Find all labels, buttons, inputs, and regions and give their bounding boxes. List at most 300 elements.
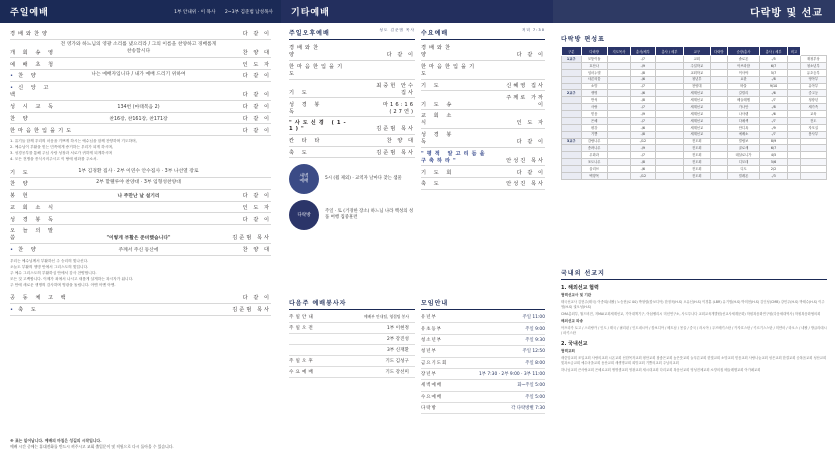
table-row xyxy=(562,152,827,159)
dawn-badge-line1: 새벽 xyxy=(299,173,309,179)
server-key: 주일오전 xyxy=(289,326,315,331)
table-group-cell xyxy=(562,124,582,131)
order-value: 찬 양 대 xyxy=(386,138,415,145)
guide-value: 주일 8:00 xyxy=(525,360,545,366)
table-cell: 기쁨 xyxy=(581,131,607,138)
table-cell: 전도회 xyxy=(684,138,710,145)
table-cell xyxy=(607,56,630,63)
sunday-order-list-1 xyxy=(10,28,271,316)
table-cell: 베들레헴 xyxy=(728,97,760,104)
table-cell xyxy=(800,172,826,179)
mission-sub2-title: 2. 국내선교 xyxy=(561,341,588,348)
table-cell xyxy=(710,117,728,124)
table-cell xyxy=(607,104,630,111)
table-cell xyxy=(800,145,826,152)
sunday-afternoon-block xyxy=(289,28,415,230)
table-row xyxy=(562,159,827,166)
table-cell: 샤론의꽃 xyxy=(581,76,607,83)
table-cell xyxy=(655,62,683,69)
table-cell xyxy=(800,166,826,173)
table-cell: 교회 xyxy=(684,56,710,63)
list-item xyxy=(421,392,545,403)
table-cell: 새가족 xyxy=(800,104,826,111)
table-cell xyxy=(655,56,683,63)
table-row xyxy=(562,83,827,90)
prayer-note: 1. 유기들 함께 우리의 마음을 기쁘게 하시는 예수님을 함께 찬양하며 기도하며, xyxy=(10,139,137,144)
table-cell: 골로새 xyxy=(728,145,760,152)
table-cell: 5/7 xyxy=(759,69,787,76)
order-row xyxy=(10,124,271,136)
table-group-cell xyxy=(562,131,582,138)
order-value: 다 같 이 xyxy=(242,73,271,80)
list-item xyxy=(421,380,545,391)
table-cell: 전도회 xyxy=(684,145,710,152)
order-row xyxy=(289,135,415,147)
order-value: 다 같 이 xyxy=(242,193,271,200)
table-cell xyxy=(800,138,826,145)
other-services-title: 기타예배 xyxy=(291,8,330,18)
col-header: 지도목사 xyxy=(607,47,630,56)
table-cell xyxy=(710,69,728,76)
order-row xyxy=(421,91,545,110)
table-cell: 5/6 xyxy=(759,159,787,166)
guide-value: 주일 9:30 xyxy=(525,337,545,343)
col-header: 총사 / 세부 xyxy=(759,47,787,56)
order-value: 김준범 목사 xyxy=(376,126,415,133)
order-row xyxy=(289,147,415,159)
table-row xyxy=(562,138,827,145)
table-cell xyxy=(607,111,630,118)
table-cell: -/7 xyxy=(630,83,655,90)
table-cell xyxy=(710,138,728,145)
table-cell: -/8 xyxy=(630,97,655,104)
next-week-title: 다음주 예배봉사자 xyxy=(289,298,415,310)
order-row xyxy=(289,117,415,135)
footnote-line-1: ※ 표는 일어납니다. 예배의 마침은 성길의 시작입니다. xyxy=(10,437,102,443)
order-value: 주께로 가까이 xyxy=(506,94,545,108)
table-cell: -/8 xyxy=(630,159,655,166)
order-label: 축 도 xyxy=(421,181,442,188)
order-label: 칸 타 타 xyxy=(289,138,323,145)
order-value: 김준범 목사 xyxy=(376,149,415,156)
table-cell: -/3 xyxy=(759,172,787,179)
table-cell: 유아부 xyxy=(800,83,826,90)
mission-s1-heading2: 해외선교 파송 xyxy=(561,318,584,323)
table-cell: 세계선교 xyxy=(684,111,710,118)
table-cell: 이사야 xyxy=(728,69,760,76)
order-value: 다 같 이 xyxy=(242,115,271,122)
guide-key: 청소년부 xyxy=(421,337,442,343)
table-cell: -/12 xyxy=(630,138,655,145)
table-row xyxy=(562,90,827,97)
mission-title: 국내외 선교지 xyxy=(561,268,827,280)
order-value: 다 같 이 xyxy=(516,139,545,146)
mission-s2-heading: 협력교회 xyxy=(561,348,575,353)
order-row xyxy=(421,42,545,61)
order-row xyxy=(10,178,271,190)
table-cell: -/6 xyxy=(630,76,655,83)
order-row xyxy=(10,304,271,316)
table-cell: 유초등부 xyxy=(800,69,826,76)
guide-value: 화~주일 5:00 xyxy=(517,383,545,389)
table-cell xyxy=(710,124,728,131)
prayer-notes xyxy=(10,136,271,166)
list-item xyxy=(421,335,545,346)
table-cell xyxy=(655,104,683,111)
table-cell: 아브라함 xyxy=(728,62,760,69)
order-value: 인 도 자 xyxy=(242,204,271,211)
table-group-cell xyxy=(562,97,582,104)
darakbang-table xyxy=(561,46,827,180)
table-cell xyxy=(800,159,826,166)
darakbang-badge-line1: 다락방 xyxy=(297,212,311,218)
table-cell xyxy=(710,145,728,152)
confession-note: 모든 것 고백합니다. 이제가 죄에서 나시고 새롭게 살게하는 복시자가 됩니다. xyxy=(10,276,134,281)
table-cell: 8/9 xyxy=(759,138,787,145)
table-cell: 전도회 xyxy=(684,159,710,166)
table-cell: 데살로니가 xyxy=(728,152,760,159)
order-value: 신혜영 집사 xyxy=(506,82,545,89)
order-row xyxy=(421,178,545,190)
table-cell: 영아부 xyxy=(800,76,826,83)
table-cell: 교회학교 xyxy=(684,69,710,76)
order-value: 찬 양 대 xyxy=(242,247,271,254)
table-cell xyxy=(607,76,630,83)
server-name: 2부 강진성 xyxy=(386,337,409,342)
table-cell: -/6 xyxy=(759,111,787,118)
table-cell xyxy=(710,97,728,104)
guide-key: 유초등부 xyxy=(421,326,442,332)
wednesday-subtitle: 저녁 7:30 xyxy=(521,28,545,32)
table-row xyxy=(562,76,827,83)
table-cell: 바울 xyxy=(728,83,760,90)
guide-key: 청년부 xyxy=(421,349,437,355)
table-cell: 생명 xyxy=(581,90,607,97)
table-cell: -/9 xyxy=(630,145,655,152)
order-row xyxy=(10,40,271,59)
table-cell: -/7 xyxy=(759,97,787,104)
col-header: 비고 xyxy=(788,47,800,56)
wednesday-service-block xyxy=(421,28,545,190)
table-group-cell xyxy=(562,62,582,69)
order-row xyxy=(289,80,415,99)
table-cell: 은혜 xyxy=(581,117,607,124)
table-cell: 백향목 xyxy=(581,172,607,179)
order-label: 찬 양 xyxy=(10,115,31,122)
table-cell xyxy=(710,172,728,179)
table-cell xyxy=(607,131,630,138)
order-mid: 주께서 주신 동산에 xyxy=(118,248,159,254)
table-cell xyxy=(788,62,800,69)
dawn-badge-line2: 예배 xyxy=(299,179,309,185)
table-cell: 임마누엘 xyxy=(581,69,607,76)
darakbang-header xyxy=(553,0,835,23)
table-row xyxy=(562,97,827,104)
table-cell xyxy=(607,152,630,159)
order-value: 다 같 이 xyxy=(242,31,271,38)
table-cell: 세계선교 xyxy=(684,117,710,124)
table-cell: -/8 xyxy=(759,76,787,83)
meeting-guide-list xyxy=(421,312,545,414)
table-cell: 포도나무 xyxy=(581,159,607,166)
table-cell xyxy=(788,83,800,90)
order-row xyxy=(10,58,271,70)
confession-note: 주 예수 그리스도의 부활하심 안에서 감사 찬양합니다. xyxy=(10,270,97,275)
guide-key: 다락방 xyxy=(421,406,437,412)
table-cell xyxy=(655,138,683,145)
table-cell: 6/7 xyxy=(759,145,787,152)
table-cell: 청소년부 xyxy=(800,62,826,69)
table-group-cell xyxy=(562,166,582,173)
server-key: 주일오후 xyxy=(289,359,315,364)
mission-s2-text2: 하나님교회 큰사랑교회 은혜로교회 생명샘교회 영광교회 새시대교회 다리교회 복음선교회 영성전체교회 소망의집 베들레헴교회 아가페교회 xyxy=(561,368,761,373)
order-label: 교 회 소 식 xyxy=(421,113,455,127)
left-footnote xyxy=(10,438,174,450)
order-row xyxy=(289,61,415,80)
order-mid: 134번 (마태복음 2) xyxy=(117,105,160,110)
table-group-cell: 2교구 xyxy=(562,90,582,97)
guide-key: 유년부 xyxy=(421,315,437,321)
order-value: 김준범 목사 xyxy=(232,307,271,314)
table-cell xyxy=(788,69,800,76)
dawn-service-text: 5시 (월 제외) · 교역자 날마다 찾는 샘물 xyxy=(325,176,402,182)
table-cell xyxy=(788,111,800,118)
table-cell xyxy=(710,159,728,166)
order-label: • 축 도 xyxy=(10,306,58,313)
table-cell: 올리브 xyxy=(581,166,607,173)
sunday-afternoon-title xyxy=(289,28,415,40)
table-cell xyxy=(788,104,800,111)
table-group-cell xyxy=(562,69,582,76)
table-group-cell xyxy=(562,145,582,152)
table-cell: 전도회 xyxy=(684,172,710,179)
guide-key: 장년부 xyxy=(421,372,437,378)
footnote-line-2: 예배 시간 중에는 휴대전화를 반드시 꺼주시고 교회 출입문이 및 직원으로 다시 돌아올 수 있습니다. xyxy=(10,443,174,449)
table-cell: 청년부 xyxy=(684,76,710,83)
meeting-guide xyxy=(421,298,545,414)
order-label: 공 동 체 고 백 xyxy=(10,295,69,302)
table-row xyxy=(562,131,827,138)
order-value: 안성진 목사 xyxy=(506,157,545,164)
table-cell xyxy=(607,69,630,76)
order-row xyxy=(421,80,545,92)
table-cell xyxy=(710,104,728,111)
table-row xyxy=(562,145,827,152)
table-cell: 교육 xyxy=(800,111,826,118)
table-cell xyxy=(655,172,683,179)
table-cell: 반석 xyxy=(581,97,607,104)
list-item xyxy=(421,312,545,323)
table-cell xyxy=(788,159,800,166)
table-row xyxy=(562,56,827,63)
mission-s1-text1: 태국선교사 김현주(태국) 아종희(네팔) 노승현(로 00) 박형렬(캄보디아) 한정욱(H.S) 오유신(H.S) 이경훈 (LBR) 유기범(H.S) 박미현(H.S) 김인성(CMB) 강민주(H.S) 박태수(H.S) 이주영(H.S) 권오성(H.S) xyxy=(561,300,825,309)
confession-note: 오늘도 부활의 생명 안에서 그리스도의 빛입니다. xyxy=(10,264,89,269)
col-header: 교구 xyxy=(684,47,710,56)
table-cell: 감람나무 xyxy=(581,138,607,145)
table-cell xyxy=(655,97,683,104)
order-value: 다 같 이 xyxy=(516,52,545,59)
order-value: 다 같 이 xyxy=(516,169,545,176)
order-label: 예 배 초 청 xyxy=(10,61,56,68)
table-cell: -/9 xyxy=(630,111,655,118)
table-cell: -/7 xyxy=(630,104,655,111)
order-label: 오 늘 의 말 씀 xyxy=(10,228,56,242)
table-cell xyxy=(655,145,683,152)
mission-section xyxy=(561,268,827,375)
list-item xyxy=(289,312,415,323)
table-cell xyxy=(800,152,826,159)
table-cell: 전도회 xyxy=(684,166,710,173)
darakbang-badge xyxy=(289,200,319,230)
sunday-service-header xyxy=(0,0,281,23)
order-row xyxy=(10,113,271,125)
table-group-cell xyxy=(562,159,582,166)
table-cell xyxy=(788,152,800,159)
table-cell: -/5 xyxy=(759,56,787,63)
order-row xyxy=(289,98,415,117)
order-label: 성 경 봉 독 xyxy=(421,132,455,146)
table-cell: -/8 xyxy=(630,69,655,76)
table-cell xyxy=(655,152,683,159)
table-cell xyxy=(607,138,630,145)
order-label: 기 도 xyxy=(10,169,31,176)
list-item xyxy=(421,323,545,334)
table-cell: 찬양대 xyxy=(684,83,710,90)
table-cell: -/6 xyxy=(630,90,655,97)
order-label: 찬 양 xyxy=(10,181,31,188)
order-label: 개 회 송 영 xyxy=(10,49,56,56)
order-mid: 2부 할렐루야 찬양대 · 3부 임형성찬양대 xyxy=(96,180,181,186)
order-value: 다 같 이 xyxy=(242,92,271,99)
order-row xyxy=(421,110,545,129)
order-row xyxy=(421,166,545,178)
confession-note: 우리는 예수님께서 부활하신 주 승리의 빛나신다. xyxy=(10,258,89,263)
next-week-list xyxy=(289,312,415,378)
order-value: 다 같 이 xyxy=(242,104,271,110)
table-cell xyxy=(710,90,728,97)
sunday-service-sub1: 1부 안내위 · 이 목사 xyxy=(174,9,216,15)
table-cell: 솔로몬 xyxy=(728,56,760,63)
order-mid: 나는 예배자입니다 / 내가 예배 드리기 위하여 xyxy=(91,72,186,78)
table-cell: -/6 xyxy=(630,124,655,131)
prayer-note: 4. 모든 전쟁을 종식시켜주시고 이 땅에 평화를 주소서. xyxy=(10,157,98,162)
col-header: 다락방 xyxy=(581,47,607,56)
table-row xyxy=(562,117,827,124)
table-cell: 자모실 xyxy=(800,124,826,131)
table-cell xyxy=(607,83,630,90)
mission-s1-heading: 협력선교사 및 기관 xyxy=(561,292,592,297)
wednesday-title-text: 수요예배 xyxy=(421,30,449,37)
order-label: 성 경 봉 독 xyxy=(10,216,56,223)
next-week-servers xyxy=(289,298,415,378)
table-cell: 믿음 xyxy=(581,111,607,118)
list-item xyxy=(289,334,415,345)
sunday-service-sub2: 2~3부 김준범 남성목사 xyxy=(224,9,273,15)
order-mid: 나 주만난 날 설기리 xyxy=(117,194,160,200)
table-cell: 안디옥 xyxy=(728,124,760,131)
order-label: "평적 알고리듬을 구축하라" xyxy=(421,150,488,164)
order-value: 김준범 목사 xyxy=(232,235,271,242)
table-cell: 디모데 xyxy=(728,159,760,166)
order-label: 기 도 xyxy=(289,89,310,96)
table-cell: 평강 xyxy=(581,124,607,131)
table-cell xyxy=(788,90,800,97)
table-cell: -/7 xyxy=(630,117,655,124)
order-value: 찬 양 대 xyxy=(242,49,271,56)
darakbang-table-wrap xyxy=(561,34,827,180)
order-value: 다 같 이 xyxy=(242,127,271,134)
table-cell xyxy=(655,124,683,131)
order-row xyxy=(10,70,271,82)
table-cell: 세계선교 xyxy=(684,124,710,131)
prayer-note: 2. 예수님이 부활을 믿는 민족에게 증거하는 우리가 되게 하시며, xyxy=(10,145,114,150)
table-cell xyxy=(788,131,800,138)
table-cell xyxy=(788,117,800,124)
order-value: 마16:16 (27연) xyxy=(383,101,415,115)
order-row xyxy=(10,82,271,101)
table-cell: -/12 xyxy=(630,172,655,179)
confession-note: 주 안에 새로운 생명의 감사하며 영광을 돌립니다. 아멘 아멘 아멘. xyxy=(10,283,116,287)
table-cell xyxy=(788,172,800,179)
order-label: 기 도 송 xyxy=(421,101,455,108)
table-cell xyxy=(607,172,630,179)
order-value: 인 도 자 xyxy=(516,120,545,127)
table-cell xyxy=(710,56,728,63)
table-cell xyxy=(655,111,683,118)
table-cell: 디도 xyxy=(728,166,760,173)
table-cell xyxy=(655,117,683,124)
table-cell: 나사렛 xyxy=(728,111,760,118)
table-cell: -/7 xyxy=(759,117,787,124)
order-label: 축 도 xyxy=(289,149,310,156)
table-group-cell xyxy=(562,76,582,83)
table-cell: 재청부상 xyxy=(800,56,826,63)
order-label: 한마음한입을기도 xyxy=(289,63,346,77)
order-value: 인 도 자 xyxy=(242,61,271,68)
table-cell xyxy=(710,111,728,118)
table-row xyxy=(562,172,827,179)
order-row xyxy=(421,129,545,148)
table-cell: 전도 xyxy=(800,117,826,124)
col-header: 총사 / 세부 xyxy=(655,47,683,56)
table-cell xyxy=(710,131,728,138)
list-item xyxy=(421,369,545,380)
order-row xyxy=(421,61,545,80)
order-row xyxy=(10,101,271,113)
col-header: 구분 xyxy=(562,47,582,56)
order-value: 다 같 이 xyxy=(242,216,271,223)
table-cell: 에베소 xyxy=(728,131,760,138)
order-value: 다 같 이 xyxy=(386,52,415,59)
table-cell xyxy=(655,90,683,97)
column-darakbang-mission xyxy=(553,0,835,457)
table-cell xyxy=(655,76,683,83)
sunday-service-subtitle xyxy=(166,9,273,15)
table-cell: 세계선교 xyxy=(684,131,710,138)
table-cell xyxy=(710,83,728,90)
server-name: 예배부 안내팀, 영접팀 봉사 xyxy=(363,314,409,320)
table-cell: -/6 xyxy=(630,166,655,173)
table-cell: -/7 xyxy=(630,56,655,63)
table-row xyxy=(562,111,827,118)
table-cell: -/7 xyxy=(759,131,787,138)
table-group-cell: 1교구 xyxy=(562,56,582,63)
mission-sub1-title: 1. 해외선교 협력 xyxy=(561,285,599,291)
table-cell xyxy=(710,76,728,83)
order-label: 한마음한입을기도 xyxy=(10,127,75,134)
order-label: • 찬 양 xyxy=(10,72,58,79)
order-label: 한마음한입을기도 xyxy=(421,63,478,77)
